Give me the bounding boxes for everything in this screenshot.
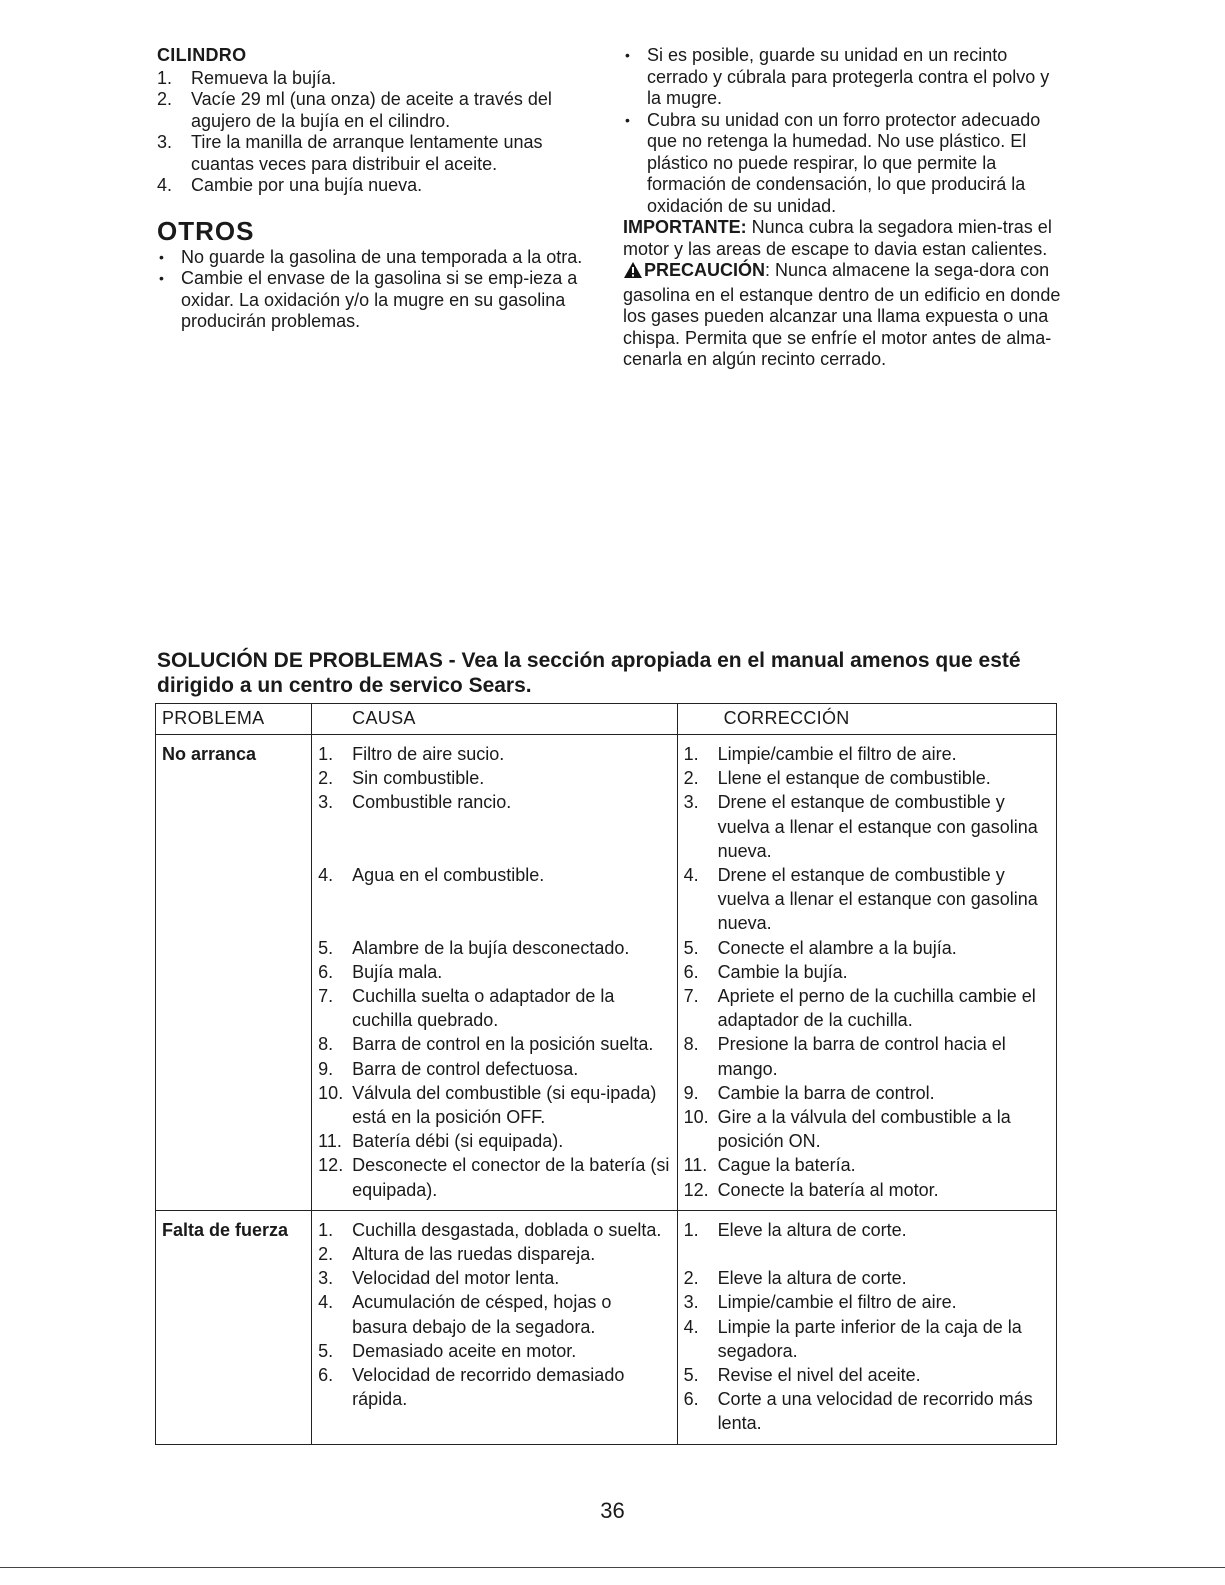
list-item: 5. Demasiado aceite en motor.	[318, 1340, 577, 1361]
list-item: 5. Revise el nivel del aceite.	[683, 1365, 921, 1386]
warning-triangle-icon	[623, 261, 643, 285]
column-header-problem: PROBLEMA	[156, 704, 312, 735]
list-item: 3. Tire la manilla de arranque lentamente unas cuantas veces para distribuir el aceite.	[157, 132, 543, 174]
list-item: 3. Velocidad del motor lenta.	[318, 1268, 560, 1289]
list-item: 1. Filtro de aire sucio.	[318, 744, 505, 764]
list-item: 2. Altura de las ruedas dispareja.	[318, 1244, 596, 1265]
list-item: 7. Apriete el perno de la cuchilla cambie el adaptador de la cuchilla.	[683, 986, 1036, 1031]
otros-bullets	[157, 247, 607, 333]
list-item: • No guarde la gasolina de una temporada a la otra.	[157, 247, 607, 269]
list-item: 2. Vacíe 29 ml (una onza) de aceite a través del agujero de la bujía en el cilindro.	[157, 89, 552, 131]
right-column	[623, 45, 1063, 371]
list-item: 1. Limpie/cambie el filtro de aire.	[683, 744, 957, 764]
list-item: 12. Desconecte el conector de la batería (si equipada).	[318, 1155, 670, 1200]
list-item: 3. Limpie/cambie el filtro de aire.	[683, 1292, 957, 1313]
problem-cell: Falta de fuerza	[156, 1210, 312, 1444]
list-item: 11. Cague la batería.	[683, 1155, 856, 1176]
correction-cell	[677, 735, 1056, 1211]
column-header-cause: CAUSA	[312, 704, 677, 735]
caution-label: PRECAUCIÓN	[644, 260, 766, 280]
list-item: 9. Cambie la barra de control.	[683, 1082, 935, 1103]
list-item: 12. Conecte la batería al motor.	[683, 1179, 939, 1200]
list-item: 11. Batería débi (si equipada).	[318, 1131, 564, 1152]
troubleshooting-heading: SOLUCIÓN DE PROBLEMAS - Vea la sección apropiada en el manual amenos que esté dirigido a un centro de servico Sears.	[157, 649, 1021, 697]
cilindro-heading: CILINDRO	[157, 45, 247, 65]
list-item: 6. Bujía mala.	[318, 961, 443, 982]
left-column	[157, 45, 607, 333]
list-item: 6. Corte a una velocidad de recorrido más lenta.	[683, 1389, 1033, 1434]
list-item: 2. Eleve la altura de corte.	[683, 1268, 907, 1289]
list-item: • Cubra su unidad con un forro protector adecuado que no retenga la humedad. No use plástico. El plástico no puede respirar, lo que permite la formación de condensación, lo que producirá la oxidación de su unidad.	[623, 110, 1063, 218]
list-item: 6. Cambie la bujía.	[683, 961, 848, 982]
list-item: 2. Llene el estanque de combustible.	[683, 768, 991, 789]
table-header-row	[156, 704, 1057, 735]
list-item: 4. Limpie la parte inferior de la caja de la segadora.	[683, 1316, 1022, 1361]
list-item: 4. Agua en el combustible.	[318, 864, 545, 885]
important-text: Nunca cubra la segadora mien-tras el motor y las areas de escape to davia estan calientes.	[623, 217, 1052, 259]
list-item: 8. Presione la barra de control hacia el mango.	[683, 1034, 1006, 1079]
list-item: 3. Combustible rancio.	[318, 792, 512, 813]
cause-cell	[312, 1210, 677, 1444]
cause-cell	[312, 735, 677, 1211]
list-item: 5. Alambre de la bujía desconectado.	[318, 937, 630, 958]
list-item: 5. Conecte el alambre a la bujía.	[683, 937, 957, 958]
otros-heading: OTROS	[157, 215, 255, 246]
list-item: 4. Cambie por una bujía nueva.	[157, 175, 423, 195]
list-item: 9. Barra de control defectuosa.	[318, 1058, 579, 1079]
list-item: • Si es posible, guarde su unidad en un recinto cerrado y cúbrala para protegerla contra el polvo y la mugre.	[623, 45, 1063, 110]
list-item: 2. Sin combustible.	[318, 768, 485, 789]
list-item: 10. Válvula del combustible (si equ-ipada) está en la posición OFF.	[318, 1082, 657, 1127]
list-item: 4. Acumulación de césped, hojas o basura debajo de la segadora.	[318, 1292, 612, 1337]
list-item: 1. Remueva la bujía.	[157, 67, 337, 88]
caution-note	[623, 260, 1063, 371]
list-item: 7. Cuchilla suelta o adaptador de la cuchilla quebrado.	[318, 985, 615, 1031]
page-number: 36	[600, 1498, 625, 1523]
list-item: 8. Barra de control en la posición suelta.	[318, 1034, 654, 1055]
table-row	[156, 1210, 1057, 1444]
caution-text: : Nunca almacene la sega-dora con gasolina en el estanque dentro de un edificio en donde los gases pueden alcanzar una llama expuesta o una chispa. Permita que se enfríe el motor antes de alma-cenarla en algún recinto cerrado.	[623, 260, 1061, 369]
bottom-divider	[0, 1567, 1225, 1568]
list-item: 4. Drene el estanque de combustible y vuelva a llenar el estanque con gasolina nueva.	[683, 865, 1038, 934]
correction-cell	[677, 1210, 1056, 1444]
column-header-correction: CORRECCIÓN	[677, 704, 1056, 735]
list-item: 6. Velocidad de recorrido demasiado rápida.	[318, 1365, 625, 1410]
table-row	[156, 735, 1057, 1211]
list-item: 1. Cuchilla desgastada, doblada o suelta.	[318, 1219, 662, 1240]
list-item: 10. Gire a la válvula del combustible a la posición ON.	[683, 1107, 1011, 1152]
troubleshooting-table	[155, 703, 1057, 1445]
list-item: • Cambie el envase de la gasolina si se emp-ieza a oxidar. La oxidación y/o la mugre en su gasolina producirán problemas.	[157, 268, 607, 333]
list-item: 1. Eleve la altura de corte.	[683, 1219, 907, 1240]
problem-cell: No arranca	[156, 735, 312, 1211]
important-label: IMPORTANTE:	[623, 217, 747, 237]
important-note	[623, 217, 1063, 260]
storage-bullets	[623, 45, 1063, 217]
cilindro-steps	[157, 68, 607, 197]
list-item: 3. Drene el estanque de combustible y vuelva a llenar el estanque con gasolina nueva.	[683, 792, 1038, 861]
